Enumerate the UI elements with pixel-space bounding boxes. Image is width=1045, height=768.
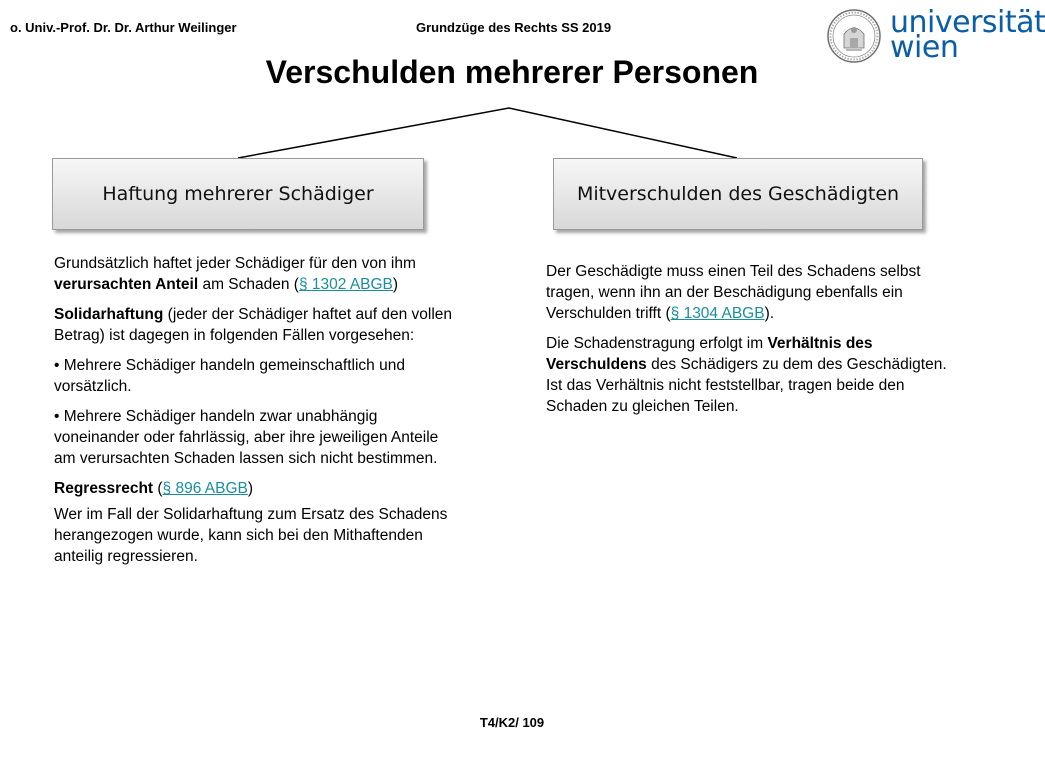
link-1304-abgb[interactable]: § 1304 ABGB: [670, 305, 765, 322]
text-span: (: [153, 480, 163, 497]
box-haftung-mehrerer-schaediger: [52, 158, 424, 230]
right-paragraph-2: [546, 333, 966, 417]
right-paragraph-1: [546, 261, 966, 324]
header-course: Grundzüge des Rechts SS 2019: [416, 20, 612, 35]
bullet-2: • Mehrere Schädiger handeln zwar unabhängig voneinander oder fahrlässig, aber ihre jeweiligen Anteile am verursachten Schaden lassen sich nicht bestimmen.: [54, 408, 439, 467]
wordmark-line-2: wien: [890, 30, 959, 65]
bold-term: Regressrecht: [54, 480, 154, 497]
link-896-abgb[interactable]: § 896 ABGB: [162, 480, 248, 497]
text-span: Die Schadenstragung erfolgt im: [546, 335, 768, 352]
slide-title: Verschulden mehrerer Personen: [265, 54, 759, 90]
right-column: [546, 261, 966, 426]
box-right-label: Mitverschulden des Geschädigten: [576, 183, 900, 205]
text-span: des Schädigers zu dem des Geschädigten. Ist das Verhältnis nicht feststellbar, tragen beide den Schaden zu gleichen Teilen.: [546, 356, 947, 415]
text-span: Der Geschädigte muss einen Teil des Schadens selbst tragen, wenn ihn an der Beschädigung ebenfalls ein Verschulden trifft (: [546, 263, 921, 322]
text-span: (jeder der Schädiger haftet auf den vollen Betrag) ist dagegen in folgenden Fällen vorgesehen:: [54, 306, 453, 344]
text-span: ): [392, 276, 399, 293]
page-number: T4/K2/ 109: [479, 715, 545, 730]
bold-term: Verhältnis des Verschuldens: [546, 335, 873, 373]
left-paragraph-3: [54, 478, 454, 499]
university-wordmark: [890, 5, 1045, 65]
text-span: ).: [764, 305, 775, 322]
bold-term: Solidarhaftung: [54, 306, 164, 323]
text-span: ): [247, 480, 254, 497]
box-mitverschulden: [553, 158, 923, 230]
box-left-label: Haftung mehrerer Schädiger: [102, 183, 374, 205]
wordmark-line-1: universität: [890, 5, 1045, 40]
header-author: o. Univ.-Prof. Dr. Dr. Arthur Weilinger: [10, 20, 237, 35]
text-span: Grundsätzlich haftet jeder Schädiger für den von ihm: [54, 255, 416, 272]
bold-term: verursachten Anteil: [54, 276, 199, 293]
link-1302-abgb[interactable]: § 1302 ABGB: [298, 276, 393, 293]
text-span: am Schaden (: [198, 276, 299, 293]
left-paragraph-2: [54, 304, 454, 346]
left-paragraph-4: Wer im Fall der Solidarhaftung zum Ersatz des Schadens herangezogen wurde, kann sich bei den Mithaftenden anteilig regressieren.: [54, 506, 448, 565]
left-paragraph-1: [54, 253, 454, 295]
bullet-1: • Mehrere Schädiger handeln gemeinschaftlich und vorsätzlich.: [54, 357, 405, 395]
left-column: [54, 253, 454, 576]
